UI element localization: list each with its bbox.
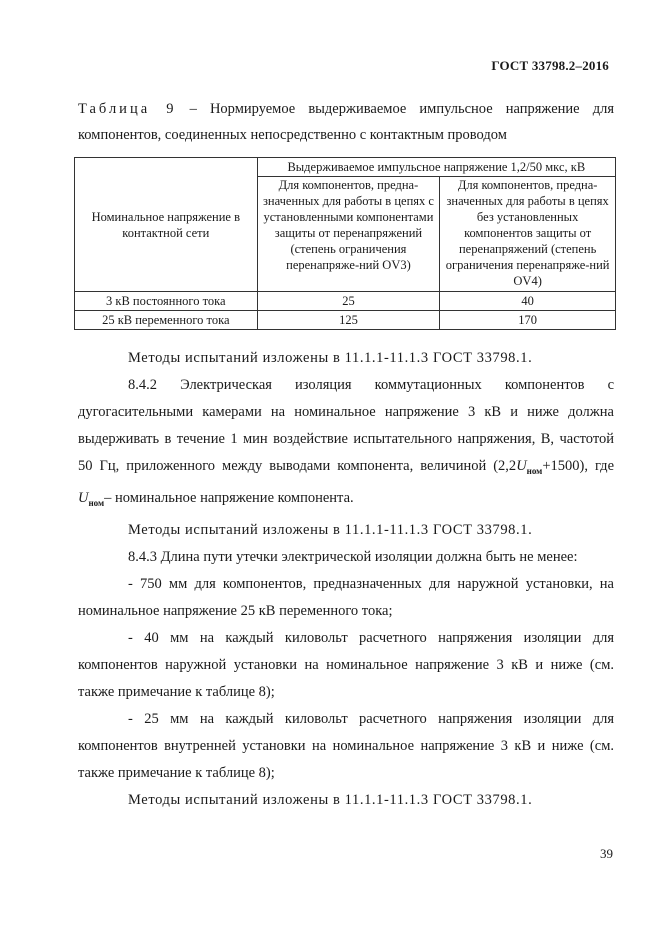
- row-label-cell: 3 кВ постоянного тока: [75, 292, 258, 311]
- table-caption-line1: [78, 96, 614, 122]
- voltage-subscript: ном: [526, 465, 543, 476]
- ov4-header-cell: Для компонентов, предна-значенных для работы в цепях без установленных компонентов защиты от перенапряжений (степень ограничения перенапряже-ний OV4): [440, 177, 616, 292]
- voltage-table: [74, 157, 616, 330]
- top-header-cell: Выдерживаемое импульсное напряжение 1,2/50 мкс, кВ: [257, 158, 615, 177]
- paragraph-text: 8.4.2 Электрическая изоляция коммутационных компонентов с дугогасительными камерами на номинальное напряжение 3 кВ и ниже должна выдерживать в течение 1 мин воздействие испытательного напряжения, В, частотой 50 Гц, приложенного между выводами компонента, величиной (2,2: [78, 377, 614, 474]
- list-item: - 25 мм на каждый киловольт расчетного напряжения изоляции для компонентов внутренней установки на номинальное напряжение 3 кВ и ниже (см. также примечание к таблице 8);: [78, 710, 614, 781]
- ov3-value-cell: 125: [257, 311, 440, 330]
- table-caption-line2: компонентов, соединенных непосредственно с контактным проводом: [78, 127, 507, 143]
- table-caption-text: – Нормируемое выдерживаемое импульсное напряжение для: [176, 101, 615, 117]
- methods-paragraph: Методы испытаний изложены в 11.1.1-11.1.3 ГОСТ 33798.1.: [128, 521, 533, 538]
- row-label-cell: 25 кВ переменного тока: [75, 311, 258, 330]
- ov3-value-cell: 25: [257, 292, 440, 311]
- table-row: [75, 311, 616, 330]
- table-row: [75, 292, 616, 311]
- paragraph-8-4-3: 8.4.3 Длина пути утечки электрической изоляции должна быть не менее:: [128, 548, 578, 565]
- paragraph-text: +1500), где: [542, 458, 614, 474]
- row-header-cell: Номинальное напряжение в контактной сети: [75, 158, 258, 292]
- table-header-row: [75, 158, 616, 177]
- paragraph-8-4-2: [78, 372, 614, 517]
- methods-paragraph: Методы испытаний изложены в 11.1.1-11.1.3 ГОСТ 33798.1.: [128, 791, 533, 808]
- body-text: [78, 345, 614, 814]
- methods-paragraph: Методы испытаний изложены в 11.1.1-11.1.3 ГОСТ 33798.1.: [128, 350, 533, 366]
- voltage-symbol: U: [78, 489, 89, 506]
- paragraph-text: – номинальное напряжение компонента.: [104, 489, 354, 506]
- page-number: 39: [600, 846, 613, 861]
- voltage-subscript: ном: [88, 497, 105, 508]
- ov3-header-cell: Для компонентов, предна-значенных для работы в цепях с установленными компонентами защиты от перенапряжений (степень ограничения перенапряже-ний OV3): [257, 177, 440, 292]
- voltage-symbol: U: [516, 458, 527, 474]
- ov4-value-cell: 40: [440, 292, 616, 311]
- ov4-value-cell: 170: [440, 311, 616, 330]
- table-caption: [78, 96, 614, 148]
- document-header: ГОСТ 33798.2–2016: [491, 58, 609, 73]
- list-item: - 750 мм для компонентов, предназначенных для наружной установки, на номинальное напряжение 25 кВ переменного тока;: [78, 575, 614, 619]
- table-label: Таблица 9: [78, 101, 177, 117]
- list-item: - 40 мм на каждый киловольт расчетного напряжения изоляции для компонентов наружной установки на номинальное напряжение 3 кВ и ниже (см. также примечание к таблице 8);: [78, 629, 614, 700]
